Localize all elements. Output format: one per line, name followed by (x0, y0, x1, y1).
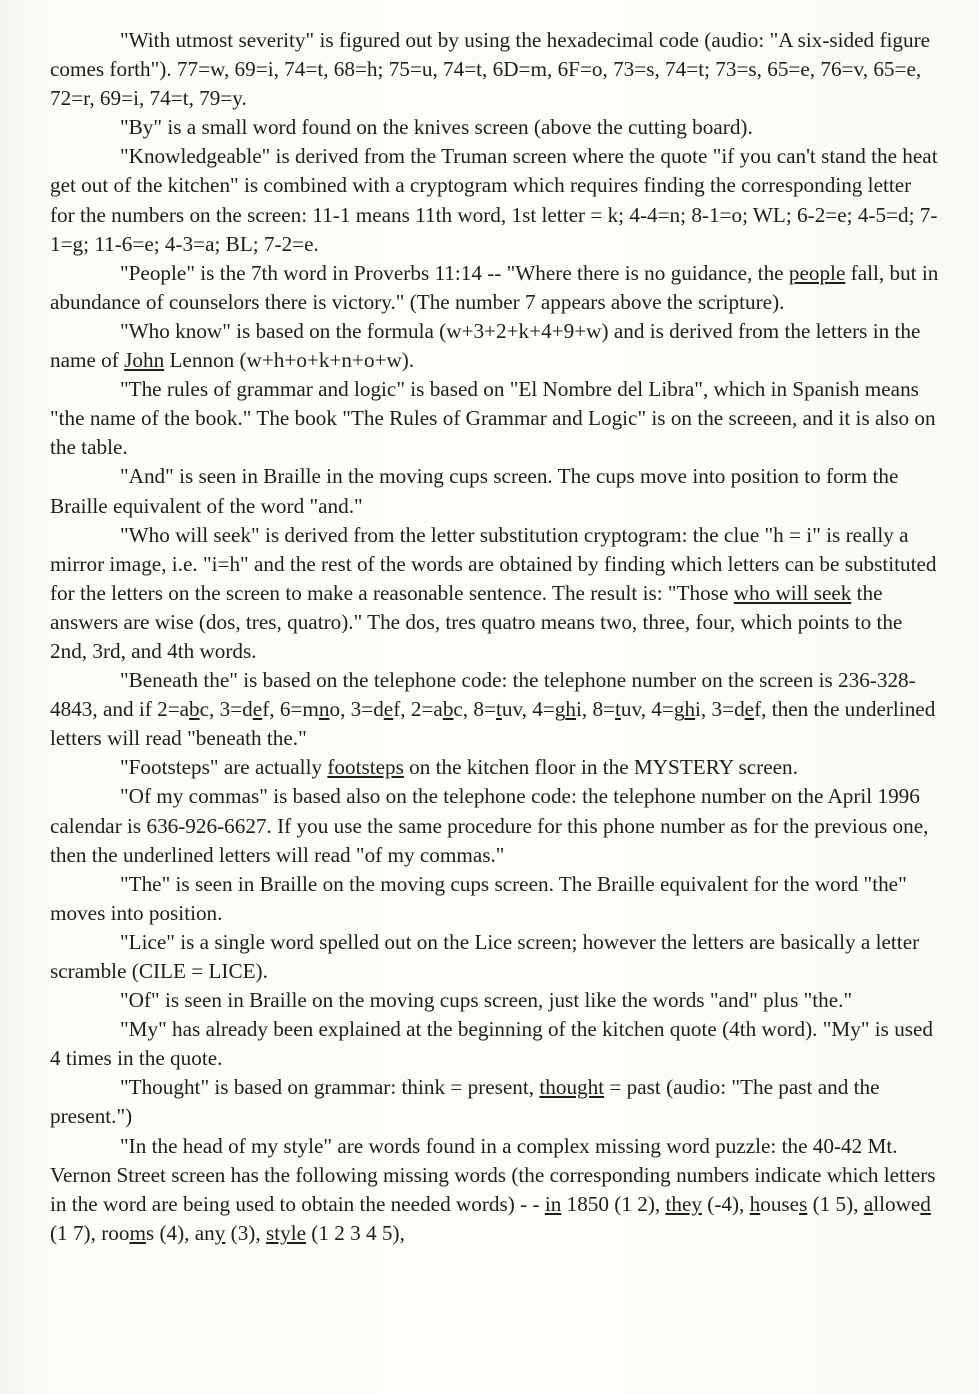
underlined-text: t (495, 697, 502, 722)
underlined-text: people (788, 260, 846, 285)
text-run: uv, 4=g (620, 697, 685, 722)
text-run: (3), (225, 1220, 266, 1245)
paragraph (50, 870, 941, 928)
paragraph (50, 782, 941, 869)
paragraph (50, 259, 941, 317)
text-run: i, 8= (575, 697, 616, 722)
text-run: 1850 (1 2), (561, 1191, 666, 1216)
text-run: (1 2 3 4 5), (306, 1220, 405, 1245)
text-run: "And" is seen in Braille in the moving cups screen. The cups move into position to form the Braille equivalent of the word "and." (50, 464, 899, 518)
text-run: = past (audio: "The past and the present.") (50, 1075, 880, 1129)
underlined-text: John (124, 348, 165, 373)
text-run: "By" is a small word found on the knives screen (above the cutting board). (120, 115, 753, 140)
underlined-text: thought (539, 1075, 605, 1100)
underlined-text: b (442, 697, 454, 722)
paragraph (50, 521, 941, 666)
paragraph (50, 317, 941, 375)
text-run: uv, 4=g (501, 697, 566, 722)
text-run: the answers are wise (dos, tres, quatro)." The dos, tres quatro means two, three, four, which points to the 2nd, 3rd, and 4th words. (50, 580, 903, 663)
paragraph (50, 462, 941, 520)
paragraph (50, 142, 941, 258)
underlined-text: e (383, 697, 394, 722)
text-run: "People" is the 7th word in Proverbs 11:14 -- "Where there is no guidance, the (120, 260, 789, 285)
underlined-text: style (265, 1220, 306, 1245)
underlined-text: they (665, 1191, 702, 1216)
text-run: llowe (873, 1191, 921, 1216)
paragraph (50, 1132, 941, 1248)
text-run: "Who will seek" is derived from the letter substitution cryptogram: the clue "h = i" is really a mirror image, i.e. "i=h" and the rest of the words are obtained by finding which letters can be substituted for the letters on the screen to make a reasonable sentence. The result is: "Those (50, 522, 937, 605)
underlined-text: a (863, 1191, 874, 1216)
text-run: (1 5), (807, 1191, 864, 1216)
underlined-text: e (744, 697, 755, 722)
text-run: "Footsteps" are actually (120, 755, 328, 780)
text-run: f, then the underlined letters will read "beneath the." (50, 697, 936, 751)
text-run: "Of" is seen in Braille on the moving cups screen, just like the words "and" plus "the." (120, 988, 853, 1013)
text-run: c, 3=d (199, 697, 253, 722)
text-run: fall, but in abundance of counselors there is victory." (The number 7 appears above the scripture). (50, 260, 939, 314)
text-run: "Beneath the" is based on the telephone code: the telephone number on the screen is 236-328-4843, and if 2=a (50, 668, 916, 722)
underlined-text: e (252, 697, 263, 722)
underlined-text: h (749, 1191, 761, 1216)
underlined-text: m (129, 1220, 146, 1245)
text-run: o, 3=d (329, 697, 384, 722)
paragraph (50, 666, 941, 753)
paragraph (50, 1073, 941, 1131)
text-run: ouse (760, 1191, 800, 1216)
text-run: on the kitchen floor in the MYSTERY screen. (403, 755, 798, 780)
underlined-text: t (615, 697, 621, 722)
paragraph (50, 928, 941, 986)
text-run: "With utmost severity" is figured out by using the hexadecimal code (audio: "A six-sided figure comes forth"). 77=w, 69=i, 74=t, 68=h; 75=u, 74=t, 6D=m, 6F=o, 73=s, 74=t; 73=s, 65=e, 76=v, 65=e, 72=r, 69=i, 74=t, 79=y. (50, 28, 931, 111)
text-run: f, 2=a (393, 697, 443, 722)
paragraph (50, 753, 941, 782)
text-run: f, 6=m (262, 697, 319, 722)
underlined-text: who will seek (733, 580, 852, 605)
text-run: s (4), an (145, 1220, 215, 1245)
text-run: "Knowledgeable" is derived from the Truman screen where the quote "if you can't stand the heat get out of the kitchen" is combined with a cryptogram which requires finding the corresponding letter for the numbers on the screen: (50, 144, 938, 227)
paragraph (50, 986, 941, 1015)
text-run: "Who know" is based on the formula (w+3+2+k+4+9+w) and is derived from the letters in the name of (50, 318, 921, 373)
text-run: "The rules of grammar and logic" is based on "El Nombre del Libra", which in Spanish means "the name of the book." The book "The Rules of Grammar and Logic" is on the screeen, and it is also on the table. (50, 377, 936, 460)
paragraph (50, 375, 941, 462)
underlined-text: s (799, 1191, 808, 1216)
text-run: i, 3=d (695, 697, 745, 722)
paragraph (50, 113, 941, 142)
paragraph (50, 1015, 941, 1073)
underlined-text: footsteps (327, 755, 404, 780)
text-run: "Thought" is based on grammar: think = present, (120, 1075, 540, 1100)
text-run: "My" has already been explained at the beginning of the kitchen quote (4th word). "My" is used 4 times in the quote. (50, 1017, 934, 1071)
text-run: (1 7), roo (50, 1220, 130, 1245)
underlined-text: n (318, 697, 330, 722)
underlined-text: h (565, 697, 576, 722)
text-run: 11-1 means 11th word, 1st letter = k; 4-4=n; 8-1=o; WL; 6-2=e; 4-5=d; 7-1=g; 11-6=e; 4-3=a; BL; 7-2=e. (50, 202, 938, 256)
document-text (50, 26, 941, 1248)
text-run: c, 8= (453, 697, 496, 722)
underlined-text: h (684, 697, 696, 722)
paragraph (50, 26, 941, 113)
text-run: "In the head of my style" are words found in a complex missing word puzzle: the 40-42 Mt. Vernon Street screen has the following missing words (the corresponding numbers indicate which letters in the word are being used to obtain the needed words) - - (50, 1133, 936, 1216)
text-run: (-4), (701, 1191, 750, 1216)
underlined-text: y (214, 1220, 226, 1245)
text-run: Lennon (w+h+o+k+n+o+w). (164, 348, 415, 373)
text-run: "Of my commas" is based also on the telephone code: the telephone number on the April 1996 calendar is 636-926-6627. If you use the same procedure for this phone number as for the previous one, then the underlined letters will read "of my commas." (50, 784, 929, 867)
underlined-text: b (189, 697, 200, 722)
underlined-text: in (544, 1191, 562, 1216)
text-run: "Lice" is a single word spelled out on the Lice screen; however the letters are basically a letter scramble (CILE = LICE). (50, 929, 920, 983)
underlined-text: d (920, 1191, 931, 1216)
text-run: "The" is seen in Braille on the moving cups screen. The Braille equivalent for the word "the" moves into position. (50, 871, 907, 925)
